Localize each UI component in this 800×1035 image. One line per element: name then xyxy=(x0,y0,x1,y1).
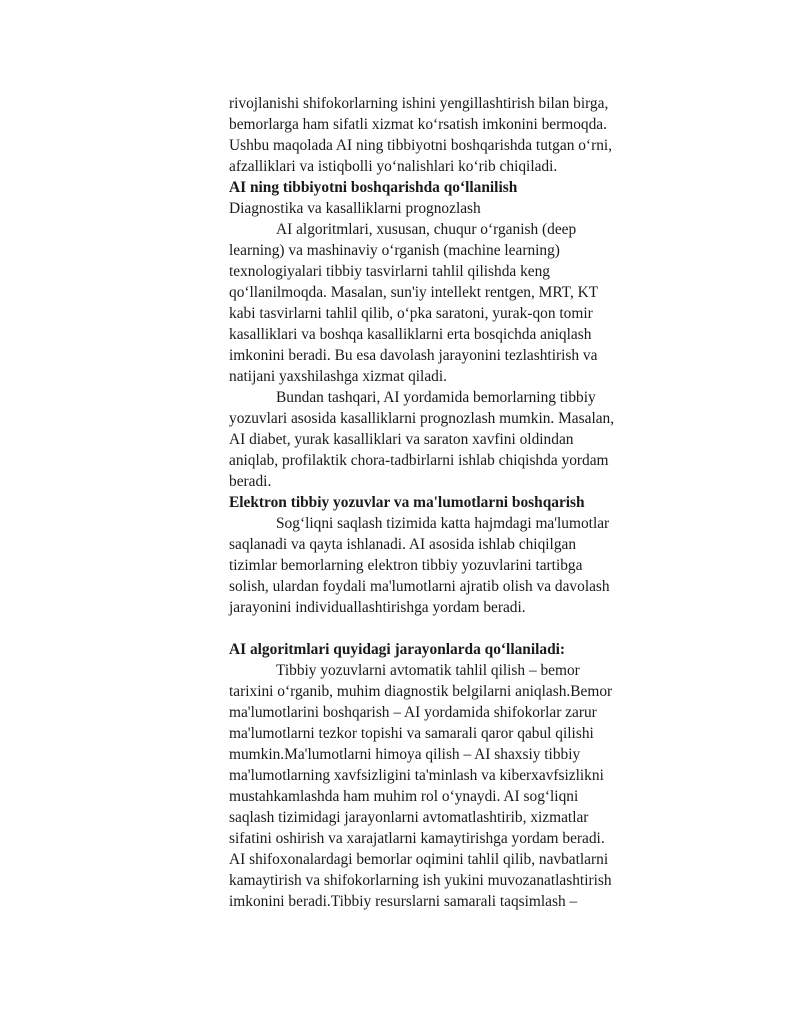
intro-paragraph: rivojlanishi shifokorlarning ishini yengillashtirish bilan birga, bemorlarga ham sifatli xizmat koʻrsatish imkonini bermoqda. Ushbu maqolada AI ning tibbiyotni boshqarishda tutgan oʻrni, afzalliklari va istiqbolli yoʻnalishlari koʻrib chiqiladi. xyxy=(229,95,613,175)
section-heading-ai-processes: AI algoritmlari quyidagi jarayonlarda qoʻllaniladi: xyxy=(229,641,566,658)
section-heading-electronic-records: Elektron tibbiy yozuvlar va ma'lumotlarni boshqarish xyxy=(229,494,585,511)
paragraph-processes: Tibbiy yozuvlarni avtomatik tahlil qilish – bemor tarixini oʻrganib, muhim diagnostik belgilarni aniqlash.Bemor ma'lumotlarini boshqarish – AI yordamida shifokorlar zarur ma'lumotlarni tezkor topishi va samarali qaror qabul qilishi mumkin.Ma'lumotlarni himoya qilish – AI shaxsiy tibbiy ma'lumotlarning xavfsizligini ta'minlash va kiberxavfsizlikni mustahkamlashda ham muhim rol oʻynaydi. AI sogʻliqni saqlash tizimidagi jarayonlarni avtomatlashtirib, xizmatlar sifatini oshirish va xarajatlarni kamaytirishga yordam beradi. AI shifoxonalardagi bemorlar oqimini tahlil qilib, navbatlarni kamaytirish va shifokorlarning ish yukini muvozanatlashtirish imkonini beradi.Tibbiy resurslarni samarali taqsimlash – xyxy=(229,662,613,910)
section-heading-ai-in-medicine: AI ning tibbiyotni boshqarishda qoʻllanilish xyxy=(229,179,518,196)
document-page xyxy=(229,93,621,912)
paragraph-ai-algorithms: AI algoritmlari, xususan, chuqur oʻrganish (deep learning) va mashinaviy oʻrganish (machine learning) texnologiyalari tibbiy tasvirlarni tahlil qilishda keng qoʻllanilmoqda. Masalan, sun'iy intellekt rentgen, MRT, KT kabi tasvirlarni tahlil qilib, oʻpka saratoni, yurak-qon tomir kasalliklari va boshqa kasalliklarni erta bosqichda aniqlash imkonini beradi. Bu esa davolash jarayonini tezlashtirish va natijani yaxshilashga xizmat qiladi. xyxy=(229,221,598,385)
paragraph-prognosis: Bundan tashqari, AI yordamida bemorlarning tibbiy yozuvlari asosida kasalliklarni prognozlash mumkin. Masalan, AI diabet, yurak kasalliklari va saraton xavfini oldindan aniqlab, profilaktik chora-tadbirlarni ishlab chiqishda yordam beradi. xyxy=(229,389,615,490)
paragraph-records: Sogʻliqni saqlash tizimida katta hajmdagi ma'lumotlar saqlanadi va qayta ishlanadi. AI asosida ishlab chiqilgan tizimlar bemorlarning elektron tibbiy yozuvlarini tartibga solish, ulardan foydali ma'lumotlarni ajratib olish va davolash jarayonini individuallashtirishga yordam beradi. xyxy=(229,515,610,616)
subheading-diagnostics: Diagnostika va kasalliklarni prognozlash xyxy=(229,200,481,217)
